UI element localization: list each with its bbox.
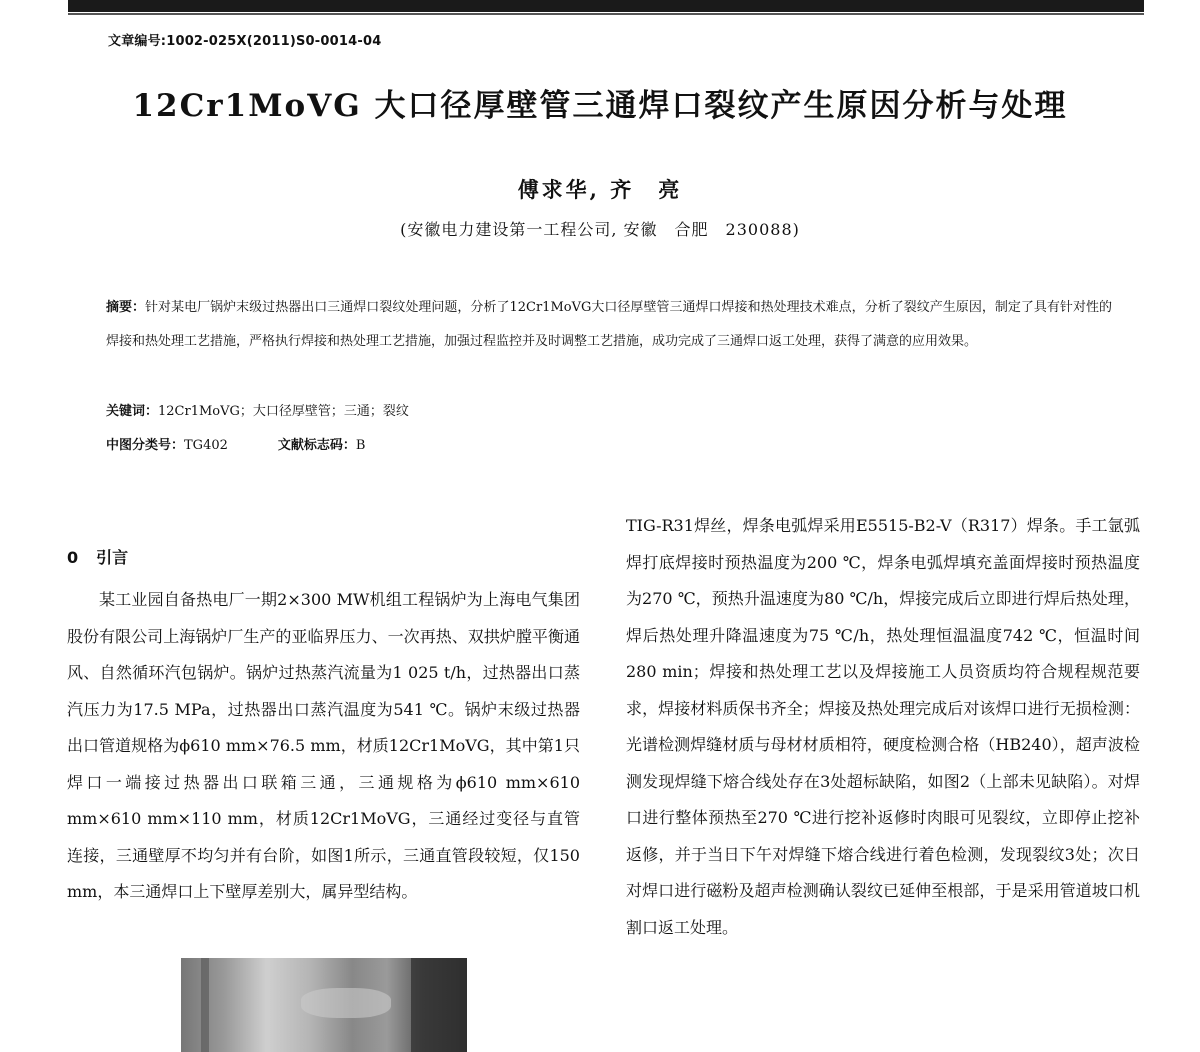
section-heading [67, 545, 128, 568]
keywords-text: 12Cr1MoVG；大口径厚壁管；三通；裂纹 [158, 404, 409, 419]
paper-title: 12Cr1MoVG 大口径厚壁管三通焊口裂纹产生原因分析与处理 [132, 88, 1068, 124]
clc-value: TG402 [184, 438, 228, 453]
abstract-text: 针对某电厂锅炉末级过热器出口三通焊口裂纹处理问题，分析了12Cr1MoVG大口径厚壁管三通焊口焊接和热处理技术难点，分析了裂纹产生原因，制定了具有针对性的焊接和热处理工艺措施，严格执行焊接和热处理工艺措施，加强过程监控并及时调整工艺措施，成功完成了三通焊口返工处理，获得了满意的应用效果。 [106, 300, 1112, 349]
authors: 傅求华, 齐 亮 [517, 177, 683, 202]
abstract [106, 291, 1112, 359]
affiliation: (安徽电力建设第一工程公司, 安徽 合肥 230088) [400, 220, 800, 239]
article-id: 文章编号:1002-025X(2011)S0-0014-04 [108, 34, 382, 49]
keywords [106, 400, 409, 419]
body-right-column [626, 508, 1140, 946]
section-title: 引言 [96, 548, 129, 567]
body-left-column [67, 582, 580, 911]
classification [106, 434, 365, 453]
continued-paragraph: TIG-R31焊丝，焊条电弧焊采用E5515-B2-V（R317）焊条。手工氩弧焊打底焊接时预热温度为200 ℃，焊条电弧焊填充盖面焊接时预热温度为270 ℃，预热升温速度为80 ℃/h，焊接完成后立即进行焊后热处理，焊后热处理升降温速度为75 ℃/h，热处理恒温温度742 ℃，恒温时间280 min；焊接和热处理工艺以及焊接施工人员资质均符合规程规范要求，焊接材料质保书齐全；焊接及热处理完成后对该焊口进行无损检测：光谱检测焊缝材质与母材材质相符，硬度检测合格（HB240），超声波检测发现焊缝下熔合线处存在3处超标缺陷，如图2（上部未见缺陷）。对焊口进行整体预热至270 ℃进行挖补返修时肉眼可见裂纹，立即停止挖补返修，并于当日下午对焊缝下熔合线进行着色检测，发现裂纹3处；次日对焊口进行磁粉及超声检测确认裂纹已延伸至根部，于是采用管道坡口机割口返工处理。 [626, 516, 1140, 937]
page-top-border [68, 0, 1144, 12]
abstract-label: 摘要： [106, 300, 146, 315]
clc-label: 中图分类号： [106, 438, 185, 453]
section-number: 0 [67, 548, 79, 567]
page-top-rule [68, 13, 1144, 15]
intro-paragraph: 某工业园自备热电厂一期2×300 MW机组工程锅炉为上海电气集团股份有限公司上海锅炉厂生产的亚临界压力、一次再热、双拱炉膛平衡通风、自然循环汽包锅炉。锅炉过热蒸汽流量为1 025 t/h，过热器出口蒸汽压力为17.5 MPa，过热器出口蒸汽温度为541 ℃。锅炉末级过热器出口管道规格为ϕ610 mm×76.5 mm，材质12Cr1MoVG，其中第1只焊口一端接过热器出口联箱三通，三通规格为ϕ610 mm×610 mm×610 mm×110 mm，材质12Cr1MoVG，三通经过变径与直管连接，三通壁厚不均匀并有台阶，如图1所示，三通直管段较短，仅150 mm，本三通焊口上下壁厚差别大，属异型结构。 [67, 590, 580, 901]
doc-code-value: B [355, 438, 366, 453]
keywords-label: 关键词： [106, 404, 159, 419]
doc-code-label: 文献标志码： [277, 438, 356, 453]
figure-1-photo [181, 958, 467, 1052]
